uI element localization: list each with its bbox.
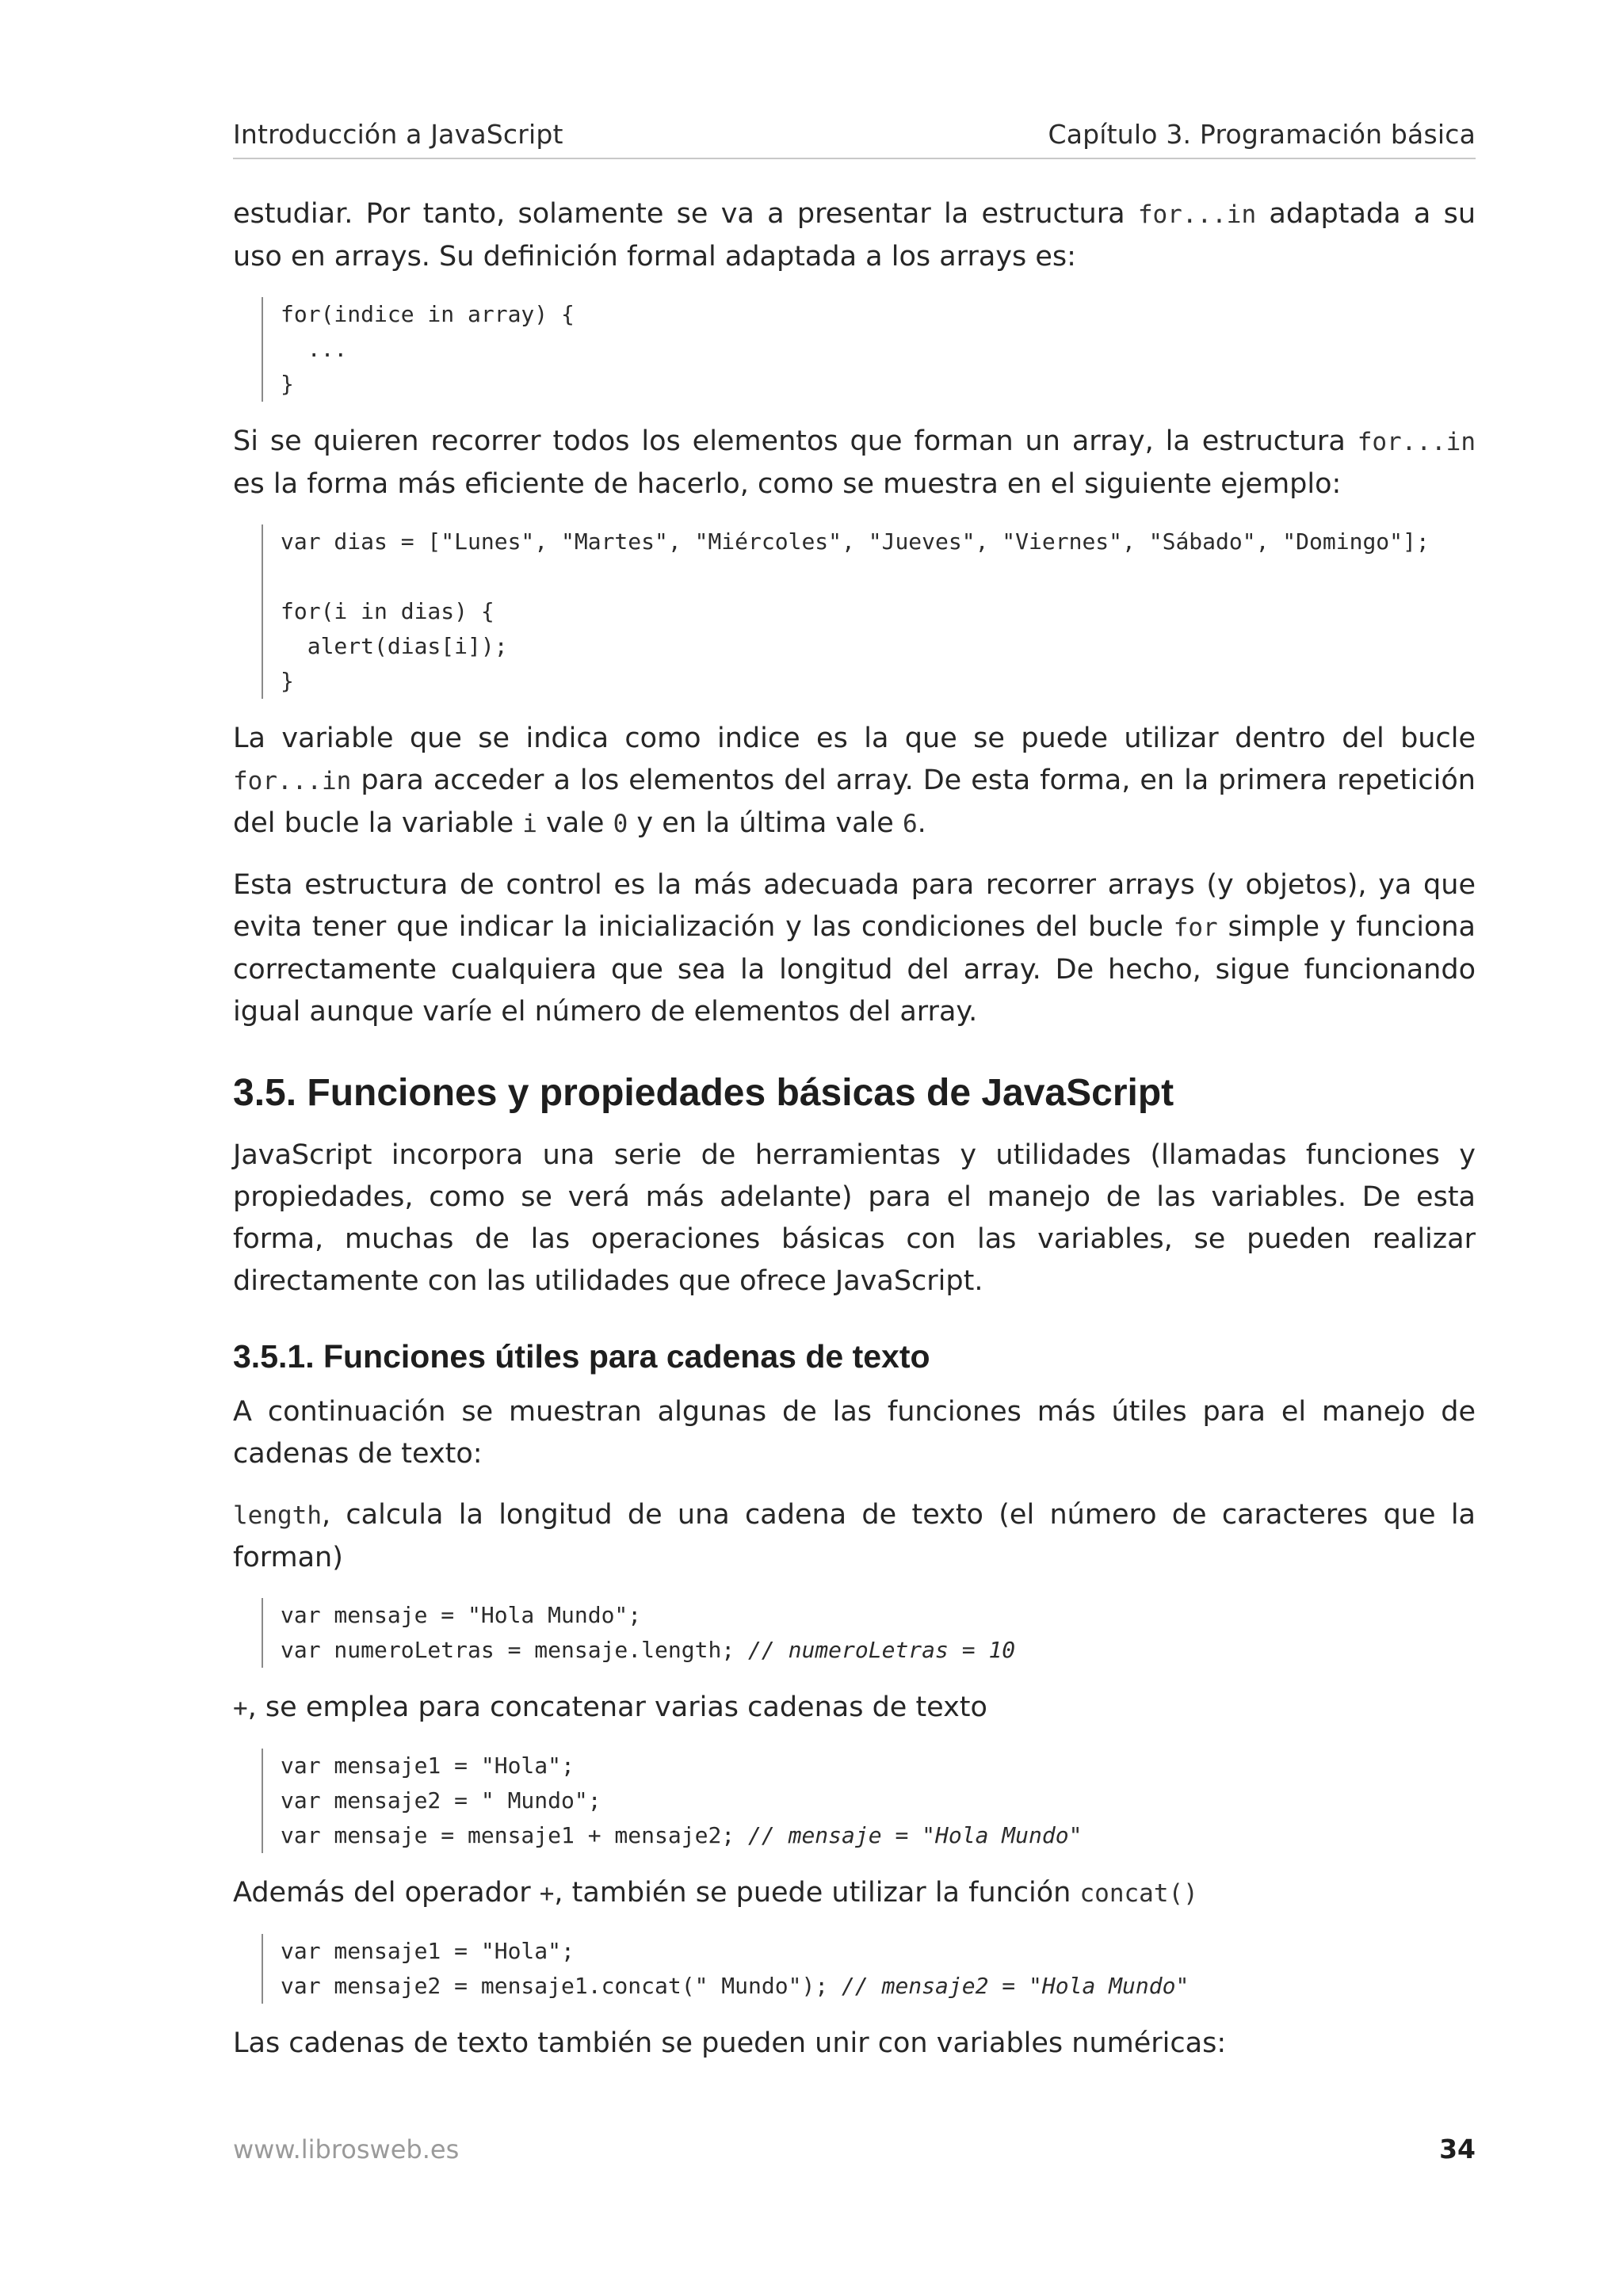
inline-code: i: [522, 810, 537, 838]
inline-code: +: [233, 1694, 248, 1722]
code-block-concatenation: var mensaje1 = "Hola"; var mensaje2 = " Mundo"; var mensaje = mensaje1 + mensaje2; // mensaje = "Hola Mundo": [262, 1749, 1476, 1853]
inline-code: +: [539, 1879, 555, 1908]
paragraph-numeric-join: Las cadenas de texto también se pueden unir con variables numéricas:: [233, 2027, 1227, 2059]
paragraph-variable-indice: La variable que se indica como indice es la que se puede utilizar dentro del bucle for...in para acceder a los elementos del array. De esta forma, en la primera repetición del bucle la variable i vale 0 y en la última vale 6.: [233, 723, 1476, 839]
inline-code: for: [1173, 913, 1218, 942]
code-comment: // numeroLetras = 10: [748, 1637, 1016, 1663]
page-header: [233, 119, 1476, 159]
code-block-dias-example: var dias = ["Lunes", "Martes", "Miércoles", "Jueves", "Viernes", "Sábado", "Domingo"]; for(i in dias) { alert(dias[i]); }: [262, 524, 1476, 699]
code-block-for-in-syntax: for(indice in array) { ... }: [262, 297, 1476, 402]
book-title: Introducción a JavaScript: [233, 119, 563, 150]
page-number: 34: [1439, 2134, 1476, 2164]
paragraph-subsection-intro: A continuación se muestran algunas de las funciones más útiles para el manejo de cadenas de texto:: [233, 1396, 1476, 1470]
inline-code: for...in: [1357, 428, 1476, 456]
code-comment: // mensaje = "Hola Mundo": [748, 1822, 1083, 1848]
paragraph-for-in-efficient: Si se quieren recorrer todos los elementos que forman un array, la estructura for...in es la forma más eficiente de hacerlo, como se muestra en el siguiente ejemplo:: [233, 425, 1476, 500]
chapter-title: Capítulo 3. Programación básica: [1048, 119, 1476, 150]
site-link[interactable]: www.librosweb.es: [233, 2134, 460, 2164]
code-block-length: var mensaje = "Hola Mundo"; var numeroLetras = mensaje.length; // numeroLetras = 10: [262, 1598, 1476, 1668]
code-comment: // mensaje2 = "Hola Mundo": [842, 1973, 1190, 1999]
paragraph-for-in-intro: estudiar. Por tanto, solamente se va a presentar la estructura for...in adaptada a su uso en arrays. Su definición formal adaptada a los arrays es:: [233, 198, 1476, 273]
paragraph-section-intro: JavaScript incorpora una serie de herramientas y utilidades (llamadas funciones y propiedades, como se verá más adelante) para el manejo de las variables. De esta forma, muchas de las operaciones básicas con las variables, se pueden realizar directamente con las utilidades que ofrece JavaScript.: [233, 1139, 1476, 1297]
paragraph-estructura-control: Esta estructura de control es la más adecuada para recorrer arrays (y objetos), ya que evita tener que indicar la inicialización y las condiciones del bucle for simple y funciona correctamente cualquiera que sea la longitud del array. De hecho, sigue funcionando igual aunque varíe el número de elementos del array.: [233, 869, 1476, 1028]
paragraph-plus-operator: +, se emplea para concatenar varias cadenas de texto: [233, 1691, 987, 1723]
inline-code: concat(): [1079, 1879, 1198, 1908]
page-content: [233, 193, 1476, 2084]
section-heading: 3.5. Funciones y propiedades básicas de JavaScript: [233, 1072, 1174, 1114]
inline-code: length: [233, 1501, 322, 1530]
page-footer: [233, 2134, 1476, 2164]
inline-code: for...in: [1137, 200, 1257, 229]
inline-code: 6: [902, 810, 918, 838]
inline-code: 0: [613, 810, 628, 838]
paragraph-length: length, calcula la longitud de una cadena de texto (el número de caracteres que la forman): [233, 1499, 1476, 1573]
code-block-concat: var mensaje1 = "Hola"; var mensaje2 = mensaje1.concat(" Mundo"); // mensaje2 = "Hola Mundo": [262, 1934, 1476, 2004]
paragraph-concat-function: Además del operador +, también se puede utilizar la función concat(): [233, 1877, 1198, 1909]
inline-code: for...in: [233, 767, 352, 795]
subsection-heading: 3.5.1. Funciones útiles para cadenas de texto: [233, 1338, 930, 1375]
